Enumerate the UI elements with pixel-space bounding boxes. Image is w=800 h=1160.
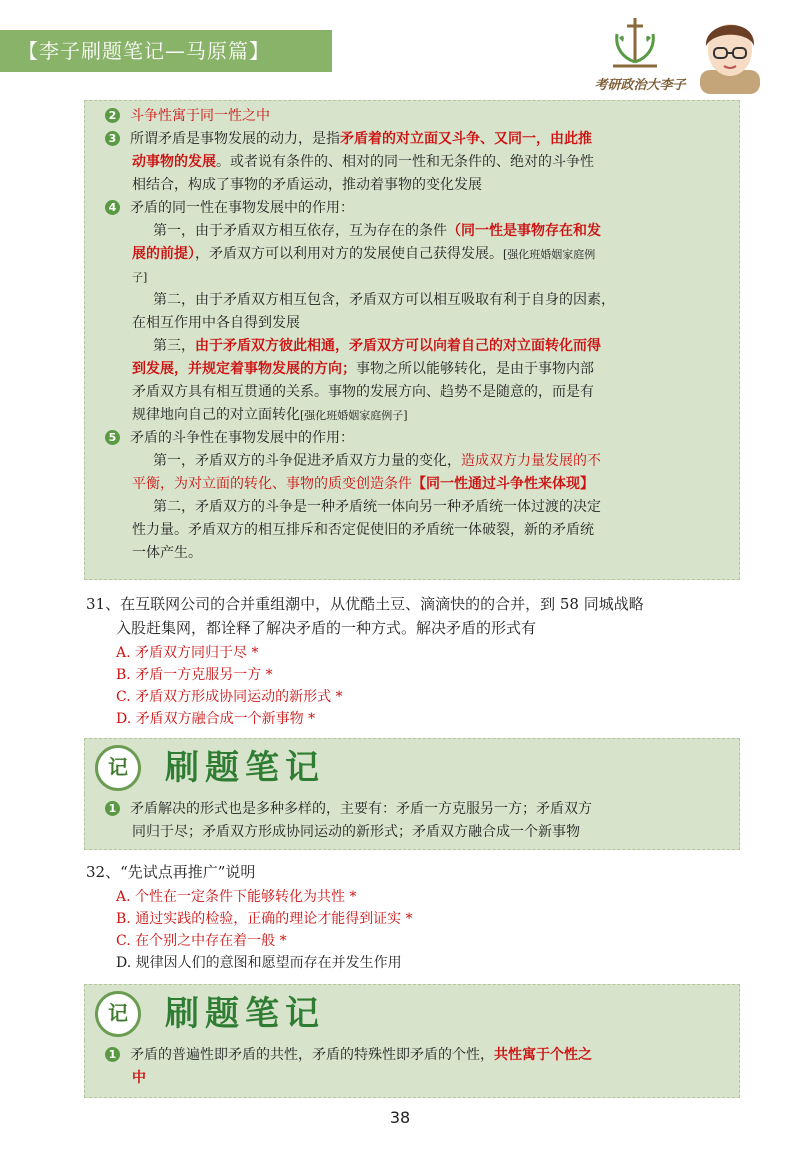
note-line [105, 358, 729, 381]
note-text: 所谓矛盾是事物发展的动力，是指 [130, 131, 340, 147]
note-line [105, 427, 729, 450]
note-line [105, 473, 729, 496]
note-line: 相结合，构成了事物的矛盾运动，推动着事物的变化发展 [132, 177, 482, 193]
note-line [105, 1044, 729, 1067]
note-text: 斗争性寓于同一性之中 [130, 108, 270, 124]
banner-title: 刷题笔记 [165, 994, 325, 1034]
note-line [105, 220, 729, 243]
avatar [690, 10, 770, 94]
answer-option: A. 个性在一定条件下能够转化为共性 * [116, 889, 357, 905]
note-line [105, 335, 729, 358]
note-text: 。或者说有条件的、相对的同一性和无条件的、绝对的斗争性 [216, 154, 594, 170]
note-text: 第三， [153, 338, 195, 354]
note-highlight: 到发展，并规定着事物发展的方向； [132, 361, 356, 377]
note-text: 事物之所以能够转化，是由于事物内部 [356, 361, 594, 377]
note-body [84, 794, 740, 850]
note-badge-icon: 记 [95, 745, 141, 791]
note-line [105, 450, 729, 473]
note-highlight: （同一性是事物存在和发 [447, 223, 601, 239]
number-badge-icon: 4 [105, 200, 120, 215]
banner-title: 刷题笔记 [165, 748, 325, 788]
number-badge-icon: 2 [105, 108, 120, 123]
note-highlight: 矛盾着的对立面又斗争、又同一，由此推 [340, 131, 592, 147]
answer-option: D. 规律因人们的意图和愿望而存在并发生作用 [116, 955, 402, 971]
note-banner [84, 984, 740, 1040]
answer-option: C. 在个别之中存在着一般 * [116, 933, 287, 949]
note-line: 中 [132, 1070, 146, 1086]
note-line: 第二，由于矛盾双方相互包含，矛盾双方可以相互吸取有利于自身的因素， [153, 292, 615, 308]
note-line: 在相互作用中各自得到发展 [132, 315, 300, 331]
note-line: 性力量。矛盾双方的相互排斥和否定促使旧的矛盾统一体破裂，新的矛盾统 [132, 522, 594, 538]
note-line [105, 128, 729, 151]
question-stem: 入股赶集网，都诠释了解决矛盾的一种方式。解决矛盾的形式有 [116, 619, 537, 637]
note-aside: [强化班婚姻家庭例 [503, 248, 596, 261]
question-stem: 31、在互联网公司的合并重组潮中，从优酷土豆、滴滴快的的合并，到 58 同城战略 [86, 595, 644, 613]
answer-option: B. 矛盾一方克服另一方 * [116, 667, 273, 683]
notes-block [84, 100, 740, 580]
logo [585, 14, 695, 98]
note-highlight: 平衡，为对立面的转化、事物的质变创造条件 [132, 476, 412, 492]
note-text: 矛盾的普遍性即矛盾的共性，矛盾的特殊性即矛盾的个性， [130, 1047, 494, 1063]
note-line [105, 798, 729, 821]
note-text: 规律地向自己的对立面转化 [132, 407, 300, 423]
note-line [105, 404, 729, 427]
page-number: 38 [389, 1108, 411, 1127]
note-text: 矛盾的同一性在事物发展中的作用： [130, 200, 354, 216]
header-title: 【李子刷题笔记—马原篇】 [0, 30, 332, 72]
number-badge-icon: 3 [105, 131, 120, 146]
number-badge-icon: 1 [105, 1047, 120, 1062]
note-line [105, 151, 729, 174]
logo-text: 考研政治大李子 [594, 78, 686, 93]
note-line: 子] [132, 271, 148, 284]
note-highlight: 共性寓于个性之 [494, 1047, 592, 1063]
note-banner [84, 738, 740, 794]
note-aside: [强化班婚姻家庭例子] [300, 409, 408, 422]
question-stem: 32、“先试点再推广”说明 [86, 863, 256, 881]
answer-option: D. 矛盾双方融合成一个新事物 * [116, 711, 316, 727]
note-highlight: 由于矛盾双方彼此相通，矛盾双方可以向着自己的对立面转化而得 [195, 338, 601, 354]
note-highlight: 【同一性通过斗争性来体现】 [412, 476, 594, 492]
note-text: 矛盾的斗争性在事物发展中的作用： [130, 430, 354, 446]
note-line [105, 197, 729, 220]
note-line [105, 105, 729, 128]
note-line: 矛盾双方具有相互贯通的关系。事物的发展方向、趋势不是随意的，而是有 [132, 384, 594, 400]
note-text: 第一，矛盾双方的斗争促进矛盾双方力量的变化， [153, 453, 461, 469]
note-highlight: 造成双方力量发展的不 [461, 453, 601, 469]
note-text: 矛盾解决的形式也是多种多样的，主要有：矛盾一方克服另一方；矛盾双方 [130, 801, 592, 817]
note-badge-icon: 记 [95, 991, 141, 1037]
note-line: 一体产生。 [132, 545, 202, 561]
note-text: 第一，由于矛盾双方相互依存，互为存在的条件 [153, 223, 447, 239]
number-badge-icon: 1 [105, 801, 120, 816]
answer-option: B. 通过实践的检验，正确的理论才能得到证实 * [116, 911, 413, 927]
note-highlight: 动事物的发展 [132, 154, 216, 170]
note-highlight: 展的前提） [132, 246, 195, 262]
note-text: ，矛盾双方可以利用对方的发展使自己获得发展。 [195, 246, 503, 262]
answer-option: C. 矛盾双方形成协同运动的新形式 * [116, 689, 343, 705]
note-line: 同归于尽；矛盾双方形成协同运动的新形式；矛盾双方融合成一个新事物 [132, 824, 580, 840]
note-line: 第二，矛盾双方的斗争是一种矛盾统一体向另一种矛盾统一体过渡的决定 [153, 499, 601, 515]
note-line [105, 243, 729, 266]
number-badge-icon: 5 [105, 430, 120, 445]
answer-option: A. 矛盾双方同归于尽 * [116, 645, 259, 661]
logo-emblem-icon [607, 14, 663, 72]
note-body [84, 1040, 740, 1098]
